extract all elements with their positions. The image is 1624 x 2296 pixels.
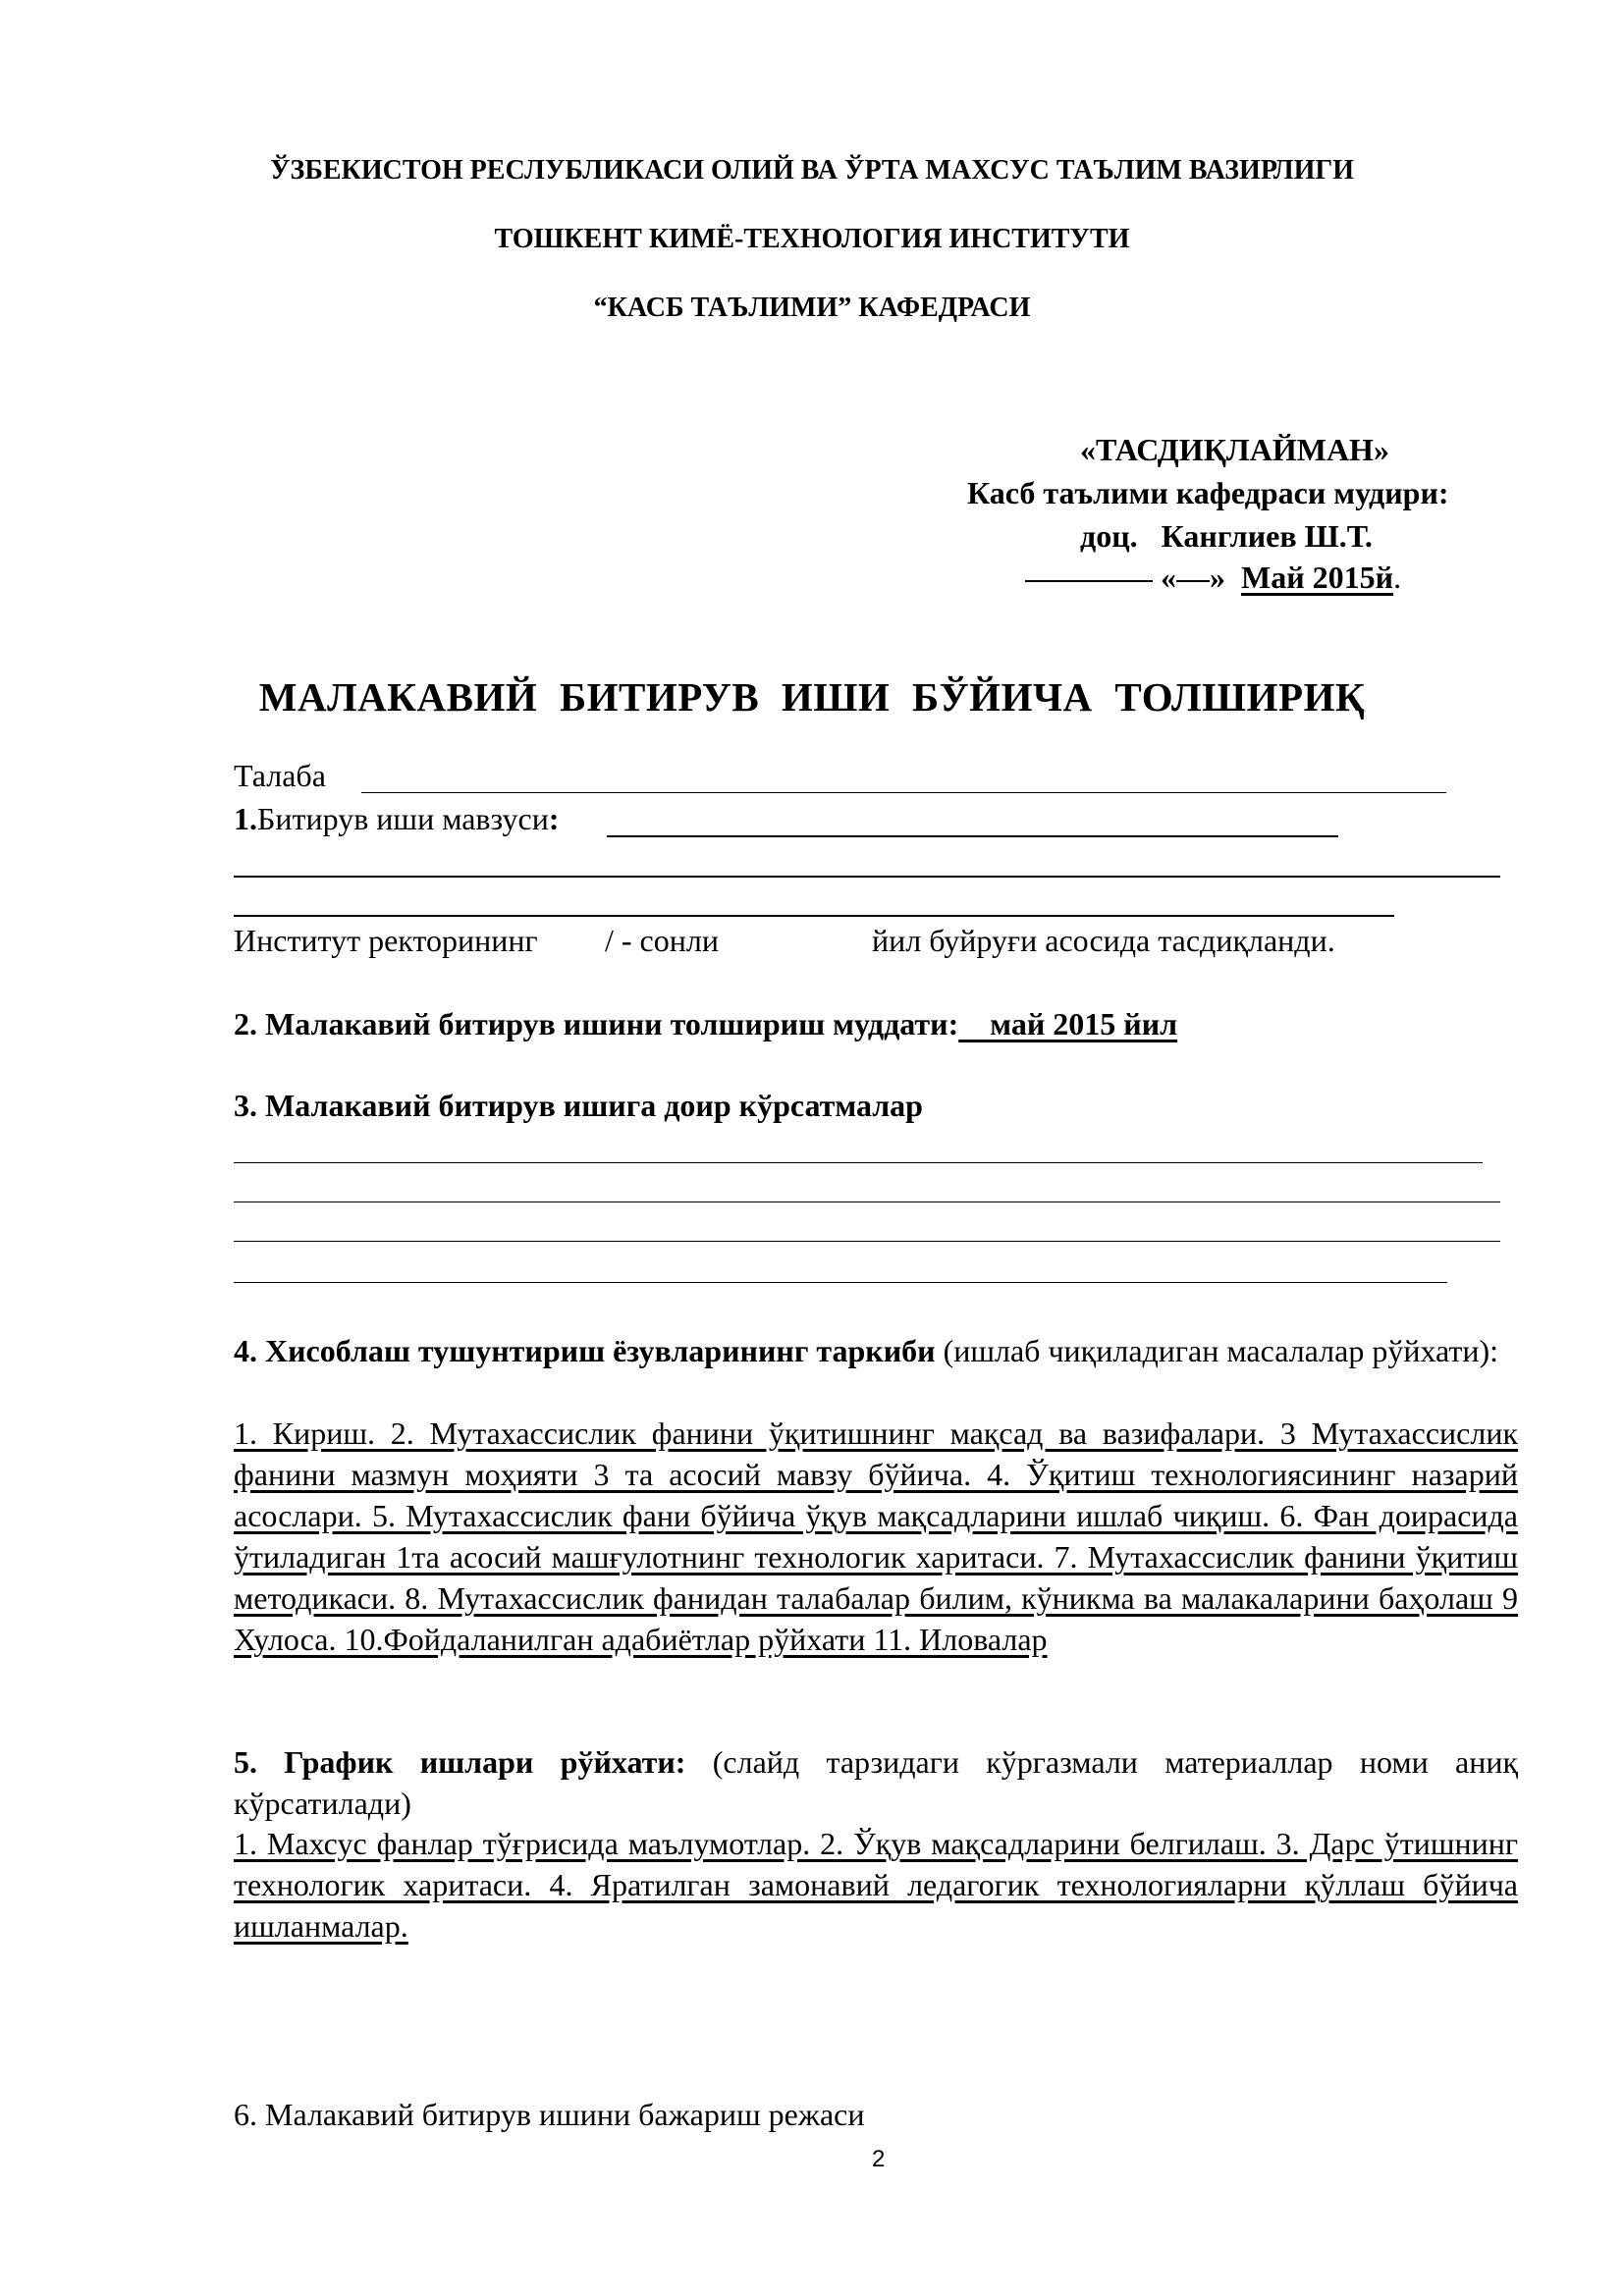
order-text-1: Институт ректорининг — [234, 923, 538, 958]
approval-person-prefix: доц. — [1080, 518, 1138, 554]
deadline-value: май 2015 йил — [958, 1006, 1178, 1041]
approval-person — [1080, 518, 1373, 555]
approval-date: « » Май 2015й. — [1025, 560, 1401, 596]
contents-list-text: 1. Кириш. 2. Мутахассислик фанини ўқитишнинг мақсад ва вазифалари. 3 Мутахассислик фанини мазмун моҳияти 3 та асосий мавзу бўйича. 4. Ўқитиш технологиясининг назарий асослари. 5. Мутахассислик фани бўйича ўқув мақсадларини ишлаб чиқиш. 6. Фан доирасида ўтиладиган 1та асосий машғулотнинг технологик харитаси. 7. Мутахассислик фанини ўқитиш методикаси. 8. Мутахассислик фанидан талабалар билим, кўникма ва малакаларини баҳолаш 9 Хулоса. 10.Фойдаланилган адабиётлар рўйхати 11. Иловалар — [234, 1415, 1518, 1657]
topic-line-3 — [234, 915, 1394, 917]
topic-label: 1.Битирув иши мавзуси: — [234, 801, 560, 836]
contents-list — [234, 1413, 1518, 1660]
contents-heading: 4. Хисоблаш тушунтириш ёзувларининг таркиби (ишлаб чиқиладиган масалалар рўйхати): — [234, 1333, 1499, 1368]
page-title: МАЛАКАВИЙ БИТИРУВ ИШИ БЎЙИЧА ТОЛШИРИҚ — [258, 674, 1366, 720]
graphics-list-text: 1. Махсус фанлар тўғрисида маълумотлар. 2. Ўқув мақсадларини белгилаш. 3. Дарс ўтишнинг технологик харитаси. 4. Яратилган замонавий ледагогик технологияларни қўллаш бўйича ишланмалар. — [234, 1826, 1518, 1944]
approval-person-name: Канглиев Ш.Т. — [1161, 518, 1373, 554]
approval-month-year: Май 2015й — [1241, 560, 1394, 595]
instructions-label: 3. Малакавий битирув ишига доир кўрсатмалар — [234, 1088, 923, 1123]
order-text-3: йил буйруғи асосида тасдиқланди. — [872, 923, 1335, 958]
approval-stamp: «ТАСДИҚЛАЙМАН» — [1080, 432, 1389, 467]
topic-line-2 — [234, 876, 1500, 878]
instructions-line-4 — [234, 1282, 1447, 1283]
work-plan-label: 6. Малакавий битирув ишини бажариш режаси — [234, 2097, 865, 2132]
student-label: Талаба — [234, 758, 326, 793]
ministry-heading: ЎЗБЕКИСТОН РЕСЛУБЛИКАСИ ОЛИЙ ВА ЎРТА МАХСУС ТАЪЛИМ ВАЗИРЛИГИ — [270, 155, 1354, 186]
deadline-row — [234, 1006, 1177, 1042]
student-name-line — [361, 792, 1446, 793]
graphics-list — [234, 1823, 1518, 1947]
department-heading: “КАСБ ТАЪЛИМИ” КАФЕДРАСИ — [593, 293, 1031, 323]
instructions-line-1 — [234, 1162, 1483, 1163]
deadline-label: 2. Малакавий битирув ишини толшириш муддати: — [234, 1006, 959, 1041]
day-blank-line — [1176, 580, 1210, 582]
signature-blank-line — [1025, 580, 1153, 582]
instructions-line-3 — [234, 1241, 1500, 1242]
order-text-2: / - сонли — [605, 923, 719, 958]
institute-heading: ТОШКЕНТ КИМЁ-ТЕХНОЛОГИЯ ИНСТИТУТИ — [494, 224, 1130, 254]
instructions-line-2 — [234, 1201, 1500, 1202]
page-number: 2 — [872, 2146, 886, 2172]
approval-position: Касб таълими кафедраси мудири: — [967, 475, 1449, 510]
topic-line-1 — [607, 835, 1338, 837]
graphics-heading: 5. График ишлари рўйхати: (слайд тарзидаги кўргазмали материаллар номи аниқ кўрсатилади) — [234, 1744, 1519, 1821]
